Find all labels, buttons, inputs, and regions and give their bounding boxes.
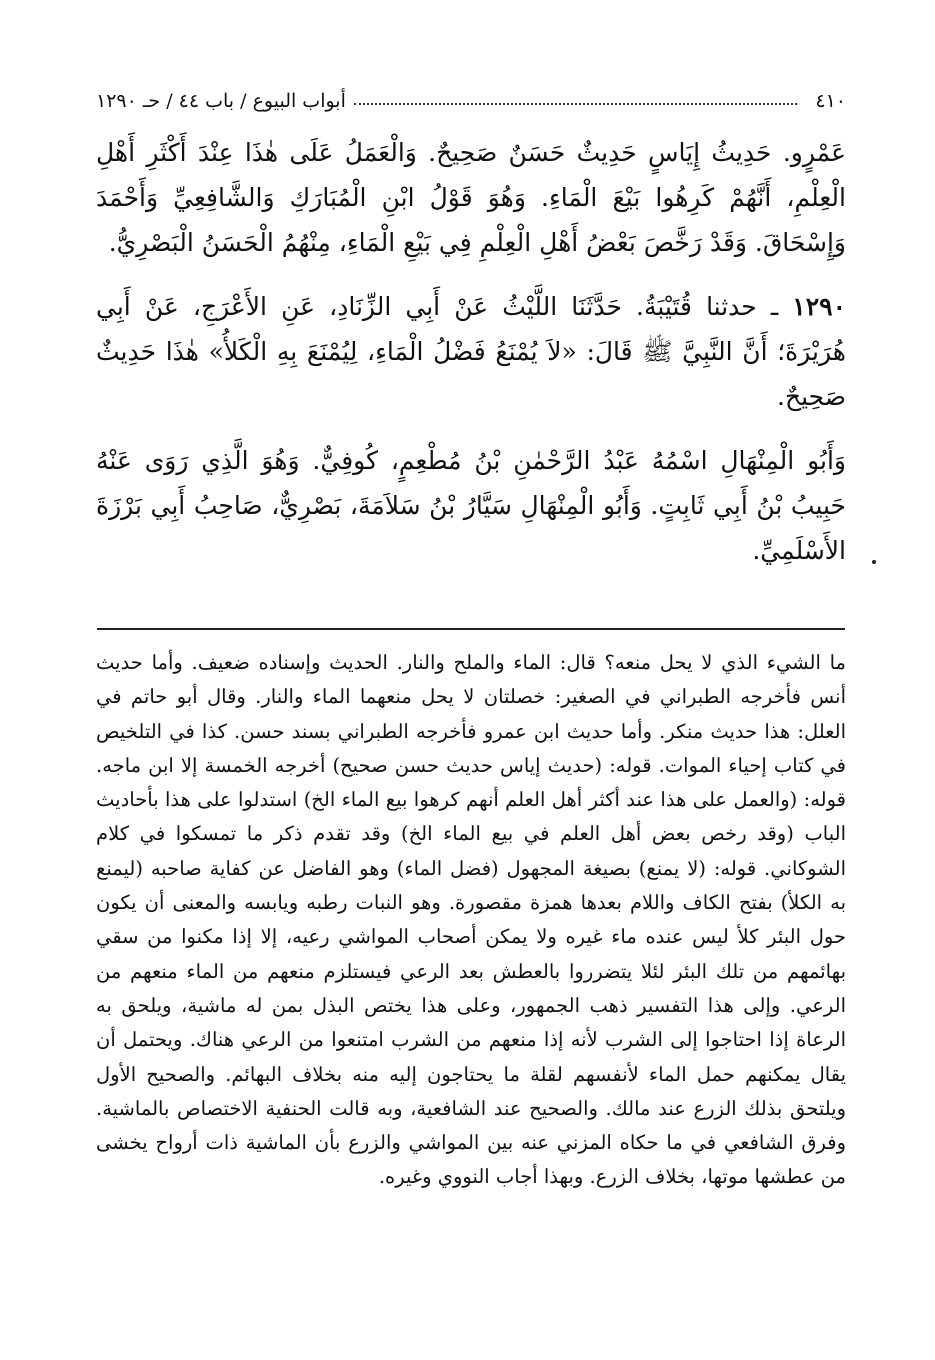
main-paragraph-hadith bbox=[96, 284, 846, 419]
hadith-text: ـ حدثنا قُتَيْبَةُ. حَدَّثَنَا اللَّيْثُ عَنْ أَبِي الزِّنَادِ، عَنِ الأَعْرَجِ، عَنْ أَبِي هُرَيْرَةَ؛ أَنَّ النَّبِيَّ ﷺ قَالَ: «لاَ يُمْنَعُ فَضْلُ الْمَاءِ، لِيُمْنَعَ بِهِ الْكَلأُ» هٰذَا حَدِيثٌ صَحِيحٌ. bbox=[96, 292, 846, 411]
margin-mark bbox=[872, 560, 876, 564]
footnote-paragraph: ما الشيء الذي لا يحل منعه؟ قال: الماء والملح والنار. الحديث وإسناده ضعيف. وأما حديث أنس فأخرجه الطبراني في الصغير: خصلتان لا يحل منعهما الماء والنار. وقال أبو حاتم في العلل: هذا حديث منكر. وأما حديث ابن عمرو فأخرجه الطبراني بسند حسن. كذا في التلخيص في كتاب إحياء الموات. قوله: (حديث إياس حديث حسن صحيح) أخرجه الخمسة إلا ابن ماجه. قوله: (والعمل على هذا عند أكثر أهل العلم أنهم كرهوا بيع الماء الخ) استدلوا على هذا بأحاديث الباب (وقد رخص بعض أهل العلم في بيع الماء الخ) وقد تقدم ذكر ما تمسكوا في كلام الشوكاني. قوله: (لا يمنع) بصيغة المجهول (فضل الماء) وهو الفاضل عن كفاية صاحبه (ليمنع به الكلأ) بفتح الكاف واللام بعدها همزة مقصورة. وهو النبات رطبه ويابسه والمعنى أن يكون حول البئر كلأ ليس عنده ماء غيره ولا يمكن أصحاب المواشي رعيه، إلا إذا مكنوا من سقي بهائمهم من تلك البئر لئلا يتضرروا بالعطش بعد الرعي فيستلزم منعهم من الماء منعهم من الرعي. وإلى هذا التفسير ذهب الجمهور، وعلى هذا يختص البذل بمن له ماشية، ويلحق به الرعاة إذا احتاجوا إلى الشرب لأنه إذا منعهم من الشرب امتنعوا من الرعي هناك. ويحتمل أن يقال يمكنهم حمل الماء لأنفسهم لقلة ما يحتاجون إليه منه بخلاف البهائم. والصحيح الأول ويلتحق بذلك الزرع عند مالك. والصحيح عند الشافعية، وبه قالت الحنفية الاختصاص بالماشية. وفرق الشافعي في ما حكاه المزني عنه بين المواشي والزرع بأن الماشية ذات أرواح يخشى من عطشها موتها، بخلاف الزرع. وبهذا أجاب النووي وغيره. bbox=[96, 651, 846, 1189]
running-header bbox=[96, 84, 846, 118]
main-paragraph-narrators: وَأَبُو الْمِنْهَالِ اسْمُهُ عَبْدُ الرَّحْمٰنِ بْنُ مُطْعِمٍ، كُوفِيٌّ. وَهُوَ الَّذِي رَوَى عَنْهُ حَبِيبُ بْنُ أَبِي ثَابِتٍ. وَأَبُو الْمِنْهَالِ سَيَّارُ بْنُ سَلاَمَةَ، بَصْرِيٌّ، صَاحِبُ أَبِي بَرْزَةَ الأَسْلَمِيِّ. bbox=[96, 446, 846, 565]
footnote-divider bbox=[97, 628, 845, 630]
page-number: ٤١٠ bbox=[815, 90, 846, 112]
header-dotted-leader bbox=[354, 103, 798, 105]
header-title: أبواب البيوع / باب ٤٤ / حـ ١٢٩٠ bbox=[96, 90, 346, 112]
footnote-block bbox=[96, 646, 846, 1195]
main-text-block bbox=[96, 130, 846, 592]
hadith-number: ١٢٩٠ bbox=[792, 292, 846, 321]
main-paragraph-commentary: عَمْرٍو. حَدِيثُ إِيَاسٍ حَدِيثٌ حَسَنٌ صَحِيحٌ. وَالْعَمَلُ عَلَى هٰذَا عِنْدَ أَكْثَرِ أَهْلِ الْعِلْمِ، أَنَّهُمْ كَرِهُوا بَيْعَ الْمَاءِ. وَهُوَ قَوْلُ ابْنِ الْمُبَارَكِ وَالشَّافِعِيِّ وَأَحْمَدَ وَإِسْحَاقَ. وَقَدْ رَخَّصَ بَعْضُ أَهْلِ الْعِلْمِ فِي بَيْعِ الْمَاءِ، مِنْهُمُ الْحَسَنُ الْبَصْرِيُّ. bbox=[96, 138, 846, 257]
